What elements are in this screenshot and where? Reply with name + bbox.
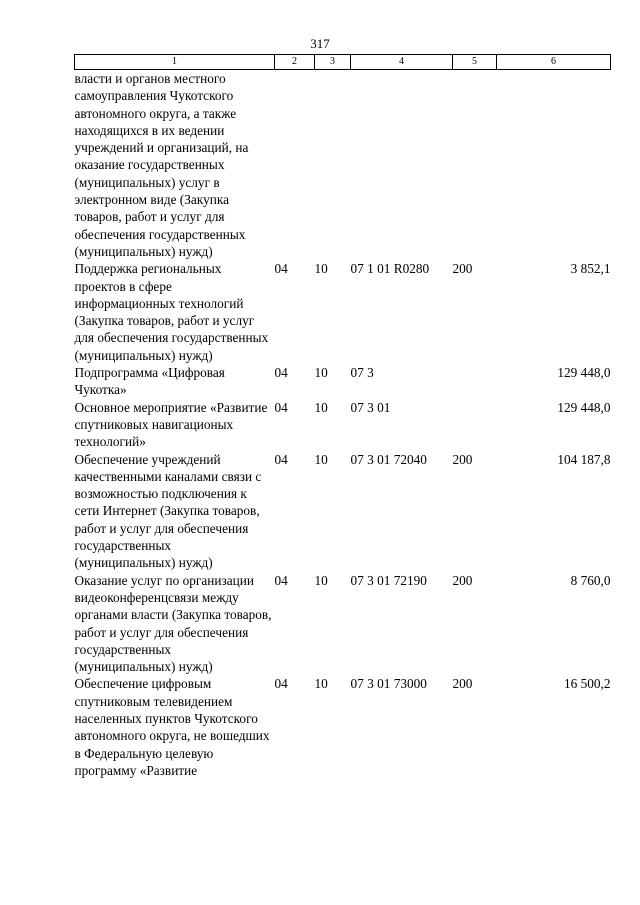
row-section: 04 bbox=[274, 399, 288, 415]
row-expense-type bbox=[453, 70, 497, 261]
row-target-code: 07 3 bbox=[350, 365, 374, 381]
row-section: 04 bbox=[274, 572, 288, 588]
table-row bbox=[75, 675, 611, 779]
row-target-code bbox=[351, 70, 453, 261]
row-target-code: 07 3 01 72040 bbox=[350, 451, 427, 467]
row-amount: 16 500,2 bbox=[563, 676, 611, 692]
row-expense-type bbox=[453, 364, 497, 399]
table-row bbox=[75, 399, 611, 451]
row-expense-type: 200 bbox=[452, 572, 473, 588]
row-subsection: 10 bbox=[314, 451, 328, 467]
row-name: Основное мероприятие «Развитие спутниковых навигационых технологий» bbox=[74, 399, 268, 450]
row-amount bbox=[497, 70, 611, 261]
row-expense-type: 200 bbox=[452, 676, 473, 692]
row-name: Поддержка региональных проектов в сфере информационных технологий (Закупка товаров, работ и услуг для обеспечения государственных (муниципальных) нужд) bbox=[74, 261, 269, 363]
row-subsection: 10 bbox=[314, 365, 328, 381]
row-section bbox=[275, 70, 315, 261]
row-target-code: 07 3 01 bbox=[350, 399, 391, 415]
table-row bbox=[75, 260, 611, 364]
table-body bbox=[75, 70, 611, 780]
header-col-5: 5 bbox=[453, 55, 497, 70]
row-subsection: 10 bbox=[314, 572, 328, 588]
row-section: 04 bbox=[274, 261, 288, 277]
table-header bbox=[75, 55, 611, 70]
budget-table bbox=[74, 54, 611, 779]
row-name: Обеспечение учреждений качественными каналами связи с возможностью подключения к сети Интернет (Закупка товаров, работ и услуг для обеспечения государственных (муниципальных) нужд) bbox=[74, 451, 262, 571]
header-col-6: 6 bbox=[497, 55, 611, 70]
table-row bbox=[75, 364, 611, 399]
header-col-3: 3 bbox=[315, 55, 351, 70]
header-row bbox=[75, 55, 611, 70]
header-col-4: 4 bbox=[351, 55, 453, 70]
row-subsection: 10 bbox=[314, 261, 328, 277]
table-row bbox=[75, 572, 611, 676]
row-subsection: 10 bbox=[314, 676, 328, 692]
row-name: Подпрограмма «Цифровая Чукотка» bbox=[74, 365, 225, 398]
row-section: 04 bbox=[274, 365, 288, 381]
row-expense-type bbox=[453, 399, 497, 451]
row-expense-type: 200 bbox=[452, 451, 473, 467]
header-col-2: 2 bbox=[275, 55, 315, 70]
row-amount: 129 448,0 bbox=[557, 399, 611, 415]
row-amount: 104 187,8 bbox=[557, 451, 611, 467]
row-name: власти и органов местного самоуправления Чукотского автономного округа, а также находящихся в их ведении учреждений и организаций, на оказание государственных (муниципальных) услуг в электронном виде (Закупка товаров, работ и услуг для обеспечения государственных (муниципальных) нужд) bbox=[74, 71, 249, 259]
row-amount: 129 448,0 bbox=[557, 365, 611, 381]
row-amount: 3 852,1 bbox=[570, 261, 611, 277]
row-subsection bbox=[315, 70, 351, 261]
table-row bbox=[75, 70, 611, 261]
table-row bbox=[75, 451, 611, 572]
row-amount: 8 760,0 bbox=[570, 572, 611, 588]
row-name: Оказание услуг по организации видеоконференцсвязи между органами власти (Закупка товаров, работ и услуг для обеспечения государственных (муниципальных) нужд) bbox=[74, 572, 272, 675]
header-col-1: 1 bbox=[75, 55, 275, 70]
row-section: 04 bbox=[274, 451, 288, 467]
row-target-code: 07 3 01 72190 bbox=[350, 572, 427, 588]
row-subsection: 10 bbox=[314, 399, 328, 415]
row-name: Обеспечение цифровым спутниковым телевидением населенных пунктов Чукотского автономного округа, не вошедших в Федеральную целевую программу «Развитие bbox=[74, 676, 270, 778]
row-target-code: 07 3 01 73000 bbox=[350, 676, 427, 692]
page-number: 317 bbox=[310, 36, 330, 51]
row-expense-type: 200 bbox=[452, 261, 473, 277]
row-section: 04 bbox=[274, 676, 288, 692]
row-target-code: 07 1 01 R0280 bbox=[350, 261, 430, 277]
